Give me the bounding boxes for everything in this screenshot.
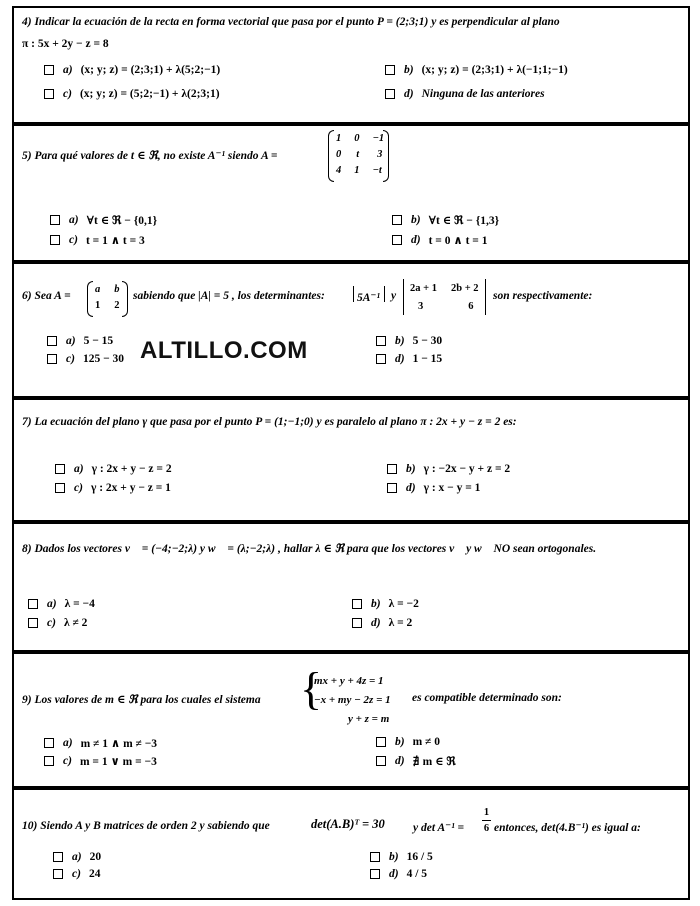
q10-fraction bbox=[482, 805, 491, 836]
q10-expression-1: det(A.B)ᵀ = 30 bbox=[311, 817, 385, 831]
checkbox-icon[interactable] bbox=[376, 756, 386, 766]
q9-option-d[interactable]: d) ∄ m ∈ ℜ bbox=[376, 754, 456, 768]
matrix-cell: 2a + 1 bbox=[410, 283, 437, 294]
checkbox-icon[interactable] bbox=[44, 65, 54, 75]
q10-option-d[interactable]: d) 4 / 5 bbox=[370, 868, 427, 880]
checkbox-icon[interactable] bbox=[47, 354, 57, 364]
question-4-line-2: π : 5x + 2y − z = 8 bbox=[22, 38, 109, 50]
q5-option-d[interactable]: d) t = 0 ∧ t = 1 bbox=[392, 233, 487, 247]
checkbox-icon[interactable] bbox=[44, 89, 54, 99]
q6-option-b[interactable]: b) 5 − 30 bbox=[376, 335, 442, 347]
system-equation: −x + my − 2z = 1 bbox=[314, 694, 391, 706]
q10-option-c[interactable]: c) 24 bbox=[53, 868, 100, 880]
checkbox-icon[interactable] bbox=[53, 869, 63, 879]
q10-option-b[interactable]: b) 16 / 5 bbox=[370, 851, 433, 863]
q10-option-a[interactable]: a) 20 bbox=[53, 851, 101, 863]
question-9-stem-a: 9) Los valores de m ∈ ℜ para los cuales el sistema bbox=[22, 694, 261, 706]
checkbox-icon[interactable] bbox=[370, 869, 380, 879]
matrix-cell: −t bbox=[372, 165, 382, 176]
checkbox-icon[interactable] bbox=[385, 89, 395, 99]
matrix-cell: 0 bbox=[354, 133, 360, 144]
checkbox-icon[interactable] bbox=[44, 738, 54, 748]
checkbox-icon[interactable] bbox=[47, 336, 57, 346]
checkbox-icon[interactable] bbox=[385, 65, 395, 75]
q6-matrix bbox=[95, 282, 120, 314]
q4-option-a[interactable]: a) (x; y; z) = (2;3;1) + λ(5;2;−1) bbox=[44, 64, 220, 76]
q4-option-c[interactable]: c) (x; y; z) = (5;2;−1) + λ(2;3;1) bbox=[44, 88, 220, 100]
matrix-cell: −1 bbox=[372, 133, 385, 144]
checkbox-icon[interactable] bbox=[55, 464, 65, 474]
matrix-cell: 6 bbox=[468, 301, 474, 312]
question-10-stem-c: entonces, det(4.B⁻¹) es igual a: bbox=[494, 822, 641, 834]
matrix-cell: 3 bbox=[418, 301, 424, 312]
checkbox-icon[interactable] bbox=[352, 599, 362, 609]
determinant-bar bbox=[384, 286, 385, 302]
q4-option-d[interactable]: d) Ninguna de las anteriores bbox=[385, 88, 545, 100]
q5-option-b[interactable]: b) ∀t ∈ ℜ − {1,3} bbox=[392, 213, 499, 227]
question-10-stem-b: y det A⁻¹ = bbox=[413, 822, 465, 834]
q6-option-d[interactable]: d) 1 − 15 bbox=[376, 353, 442, 365]
matrix-cell: 4 bbox=[336, 165, 342, 176]
fraction-numerator: 1 bbox=[483, 807, 490, 818]
checkbox-icon[interactable] bbox=[392, 215, 402, 225]
checkbox-icon[interactable] bbox=[55, 483, 65, 493]
checkbox-icon[interactable] bbox=[53, 852, 63, 862]
matrix-cell: 1 bbox=[95, 300, 101, 311]
matrix-cell: 2b + 2 bbox=[450, 283, 479, 294]
matrix-cell: 2 bbox=[114, 300, 120, 311]
q5-matrix bbox=[336, 131, 384, 179]
matrix-cell: a bbox=[95, 284, 101, 295]
matrix-right-paren bbox=[383, 130, 389, 182]
question-6-stem-a: 6) Sea A = bbox=[22, 290, 71, 302]
question-7-stem: 7) La ecuación del plano γ que pasa por el punto P = (1;−1;0) y es paralelo al plano π : 2x + y − z = 2 es: bbox=[22, 416, 517, 428]
q9-option-a[interactable]: a) m ≠ 1 ∧ m ≠ −3 bbox=[44, 736, 157, 750]
matrix-right-paren bbox=[122, 281, 128, 317]
q7-option-c[interactable]: c) γ : 2x + y − z = 1 bbox=[55, 482, 171, 494]
checkbox-icon[interactable] bbox=[387, 464, 397, 474]
checkbox-icon[interactable] bbox=[376, 737, 386, 747]
q6-option-c[interactable]: c) 125 − 30 bbox=[47, 353, 124, 365]
q6-det-2 bbox=[410, 280, 479, 316]
matrix-cell: 3 bbox=[377, 149, 383, 160]
checkbox-icon[interactable] bbox=[376, 336, 386, 346]
question-6-stem-b: sabiendo que |A| = 5 , los determinantes: bbox=[133, 290, 325, 302]
q9-option-b[interactable]: b) m ≠ 0 bbox=[376, 736, 440, 748]
question-10-box bbox=[12, 788, 690, 900]
checkbox-icon[interactable] bbox=[376, 354, 386, 364]
q9-option-c[interactable]: c) m = 1 ∨ m = −3 bbox=[44, 754, 157, 768]
matrix-cell: 1 bbox=[354, 165, 360, 176]
fraction-denominator: 6 bbox=[483, 823, 490, 834]
q5-option-a[interactable]: a) ∀t ∈ ℜ − {0,1} bbox=[50, 213, 157, 227]
question-6-stem-c: y bbox=[391, 290, 397, 302]
checkbox-icon[interactable] bbox=[387, 483, 397, 493]
q7-option-a[interactable]: a) γ : 2x + y − z = 2 bbox=[55, 463, 172, 475]
q7-option-d[interactable]: d) γ : x − y = 1 bbox=[387, 482, 480, 494]
q9-system bbox=[314, 672, 391, 729]
q8-option-b[interactable]: b) λ = −2 bbox=[352, 598, 419, 610]
checkbox-icon[interactable] bbox=[28, 618, 38, 628]
q6-det-1: 5A⁻¹ bbox=[357, 292, 380, 304]
question-10-stem-a: 10) Siendo A y B matrices de orden 2 y sabiendo que bbox=[22, 820, 270, 832]
checkbox-icon[interactable] bbox=[370, 852, 380, 862]
system-equation: y + z = m bbox=[348, 713, 390, 725]
question-6-stem-d: son respectivamente: bbox=[493, 290, 593, 302]
q8-option-c[interactable]: c) λ ≠ 2 bbox=[28, 617, 87, 629]
checkbox-icon[interactable] bbox=[50, 235, 60, 245]
system-brace: { bbox=[300, 663, 323, 714]
determinant-bar bbox=[485, 279, 486, 315]
question-9-stem-b: es compatible determinado son: bbox=[412, 692, 562, 704]
determinant-bar bbox=[353, 286, 354, 302]
checkbox-icon[interactable] bbox=[44, 756, 54, 766]
determinant-bar bbox=[403, 279, 404, 315]
checkbox-icon[interactable] bbox=[50, 215, 60, 225]
checkbox-icon[interactable] bbox=[392, 235, 402, 245]
q7-option-b[interactable]: b) γ : −2x − y + z = 2 bbox=[387, 463, 510, 475]
q8-option-d[interactable]: d) λ = 2 bbox=[352, 617, 412, 629]
question-4-line-1: 4) Indicar la ecuación de la recta en forma vectorial que pasa por el punto P = (2;3;1) y es perpendicular al plano bbox=[22, 16, 560, 28]
question-5-stem: 5) Para qué valores de t ∈ ℜ, no existe A⁻¹ siendo A = bbox=[22, 150, 278, 162]
system-equation: mx + y + 4z = 1 bbox=[314, 675, 384, 687]
q5-option-c[interactable]: c) t = 1 ∧ t = 3 bbox=[50, 233, 145, 247]
watermark: ALTILLO.COM bbox=[140, 337, 308, 364]
matrix-left-paren bbox=[87, 281, 93, 317]
matrix-cell: t bbox=[356, 149, 360, 160]
matrix-cell: b bbox=[114, 284, 120, 295]
question-8-stem: 8) Dados los vectores v⃗ = (−4;−2;λ) y w⃗ = (λ;−2;λ) , hallar λ ∈ ℜ para que los vectores v⃗ y w⃗ NO sean ortogonales. bbox=[22, 543, 597, 555]
matrix-cell: 1 bbox=[336, 133, 342, 144]
checkbox-icon[interactable] bbox=[352, 618, 362, 628]
matrix-left-paren bbox=[328, 130, 334, 182]
matrix-cell: 0 bbox=[336, 149, 342, 160]
q4-option-b[interactable]: b) (x; y; z) = (2;3;1) + λ(−1;1;−1) bbox=[385, 64, 568, 76]
q6-option-a[interactable]: a) 5 − 15 bbox=[47, 335, 113, 347]
q8-option-a[interactable]: a) λ = −4 bbox=[28, 598, 95, 610]
checkbox-icon[interactable] bbox=[28, 599, 38, 609]
